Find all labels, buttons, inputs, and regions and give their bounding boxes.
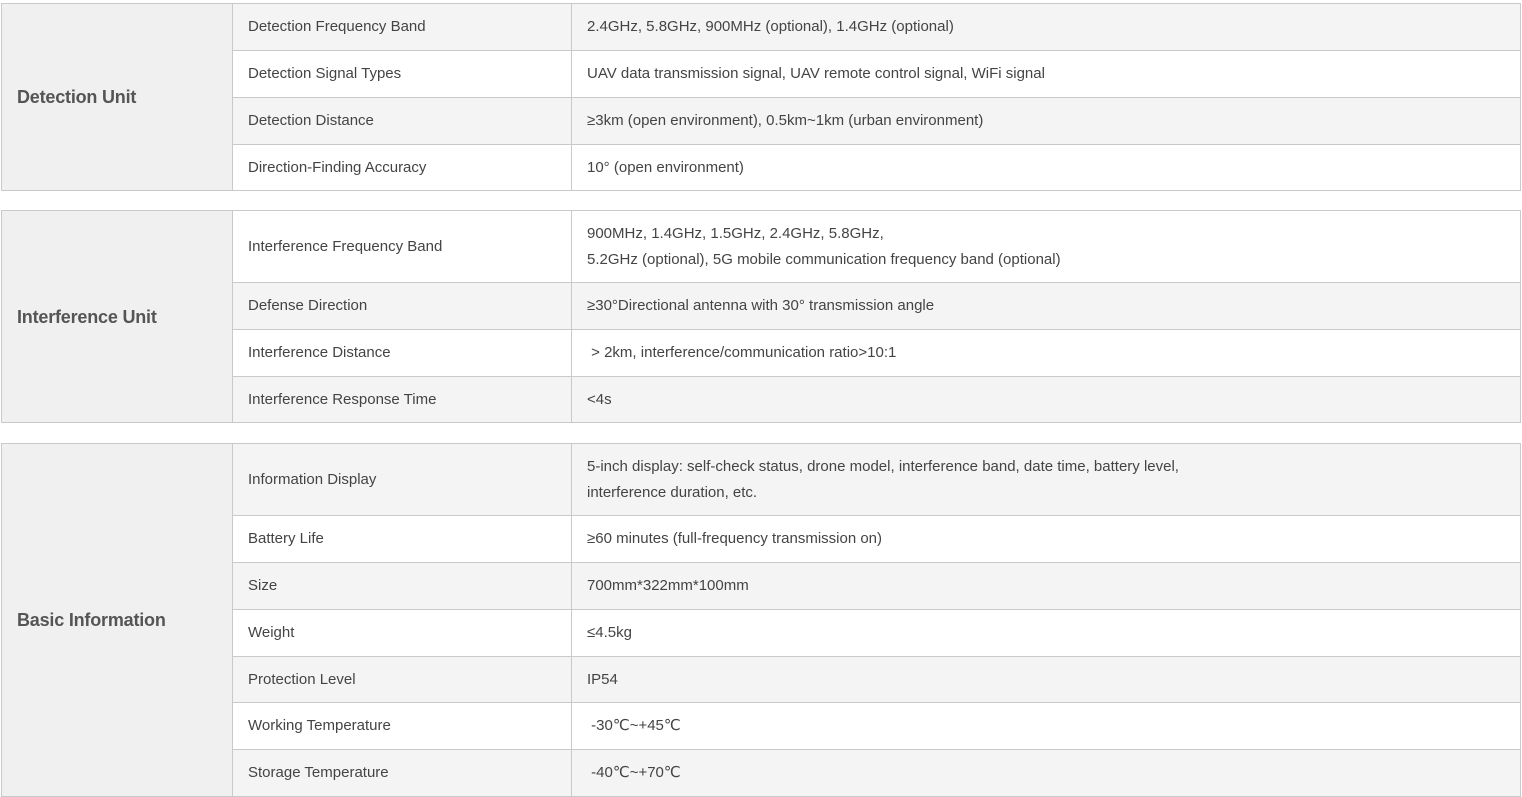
param-value: 900MHz, 1.4GHz, 1.5GHz, 2.4GHz, 5.8GHz, 5.2GHz (optional), 5G mobile communication frequency band (optional) bbox=[572, 211, 1521, 283]
param-value: ≤4.5kg bbox=[572, 610, 1521, 657]
spec-table-detection-unit bbox=[1, 3, 1521, 191]
param-label: Interference Response Time bbox=[233, 377, 572, 423]
param-value: ≥60 minutes (full-frequency transmission on) bbox=[572, 516, 1521, 563]
param-label: Interference Distance bbox=[233, 330, 572, 377]
param-value: 700mm*322mm*100mm bbox=[572, 563, 1521, 610]
param-label: Size bbox=[233, 563, 572, 610]
param-label: Working Temperature bbox=[233, 703, 572, 750]
category-label: Detection Unit bbox=[2, 4, 233, 191]
table-row bbox=[2, 4, 1521, 51]
param-value: ≥3km (open environment), 0.5km~1km (urban environment) bbox=[572, 98, 1521, 145]
param-value: 2.4GHz, 5.8GHz, 900MHz (optional), 1.4GHz (optional) bbox=[572, 4, 1521, 51]
param-value: -40℃~+70℃ bbox=[572, 750, 1521, 797]
param-label: Interference Frequency Band bbox=[233, 211, 572, 283]
param-value: UAV data transmission signal, UAV remote control signal, WiFi signal bbox=[572, 51, 1521, 98]
param-label: Battery Life bbox=[233, 516, 572, 563]
param-label: Detection Frequency Band bbox=[233, 4, 572, 51]
param-value: 5-inch display: self-check status, drone model, interference band, date time, battery level, interference duration, etc. bbox=[572, 444, 1521, 516]
param-label: Detection Distance bbox=[233, 98, 572, 145]
param-value: IP54 bbox=[572, 657, 1521, 703]
category-label: Interference Unit bbox=[2, 211, 233, 423]
param-value: -30℃~+45℃ bbox=[572, 703, 1521, 750]
param-label: Detection Signal Types bbox=[233, 51, 572, 98]
param-label: Protection Level bbox=[233, 657, 572, 703]
table-row bbox=[2, 211, 1521, 283]
param-label: Defense Direction bbox=[233, 283, 572, 330]
param-value: ≥30°Directional antenna with 30° transmission angle bbox=[572, 283, 1521, 330]
param-value: <4s bbox=[572, 377, 1521, 423]
param-value: 10° (open environment) bbox=[572, 145, 1521, 191]
param-label: Information Display bbox=[233, 444, 572, 516]
param-value: > 2km, interference/communication ratio>10:1 bbox=[572, 330, 1521, 377]
table-row bbox=[2, 444, 1521, 516]
param-label: Storage Temperature bbox=[233, 750, 572, 797]
category-label: Basic Information bbox=[2, 444, 233, 797]
param-label: Weight bbox=[233, 610, 572, 657]
spec-table-interference-unit bbox=[1, 210, 1521, 423]
spec-table-basic-information bbox=[1, 443, 1521, 797]
param-label: Direction-Finding Accuracy bbox=[233, 145, 572, 191]
